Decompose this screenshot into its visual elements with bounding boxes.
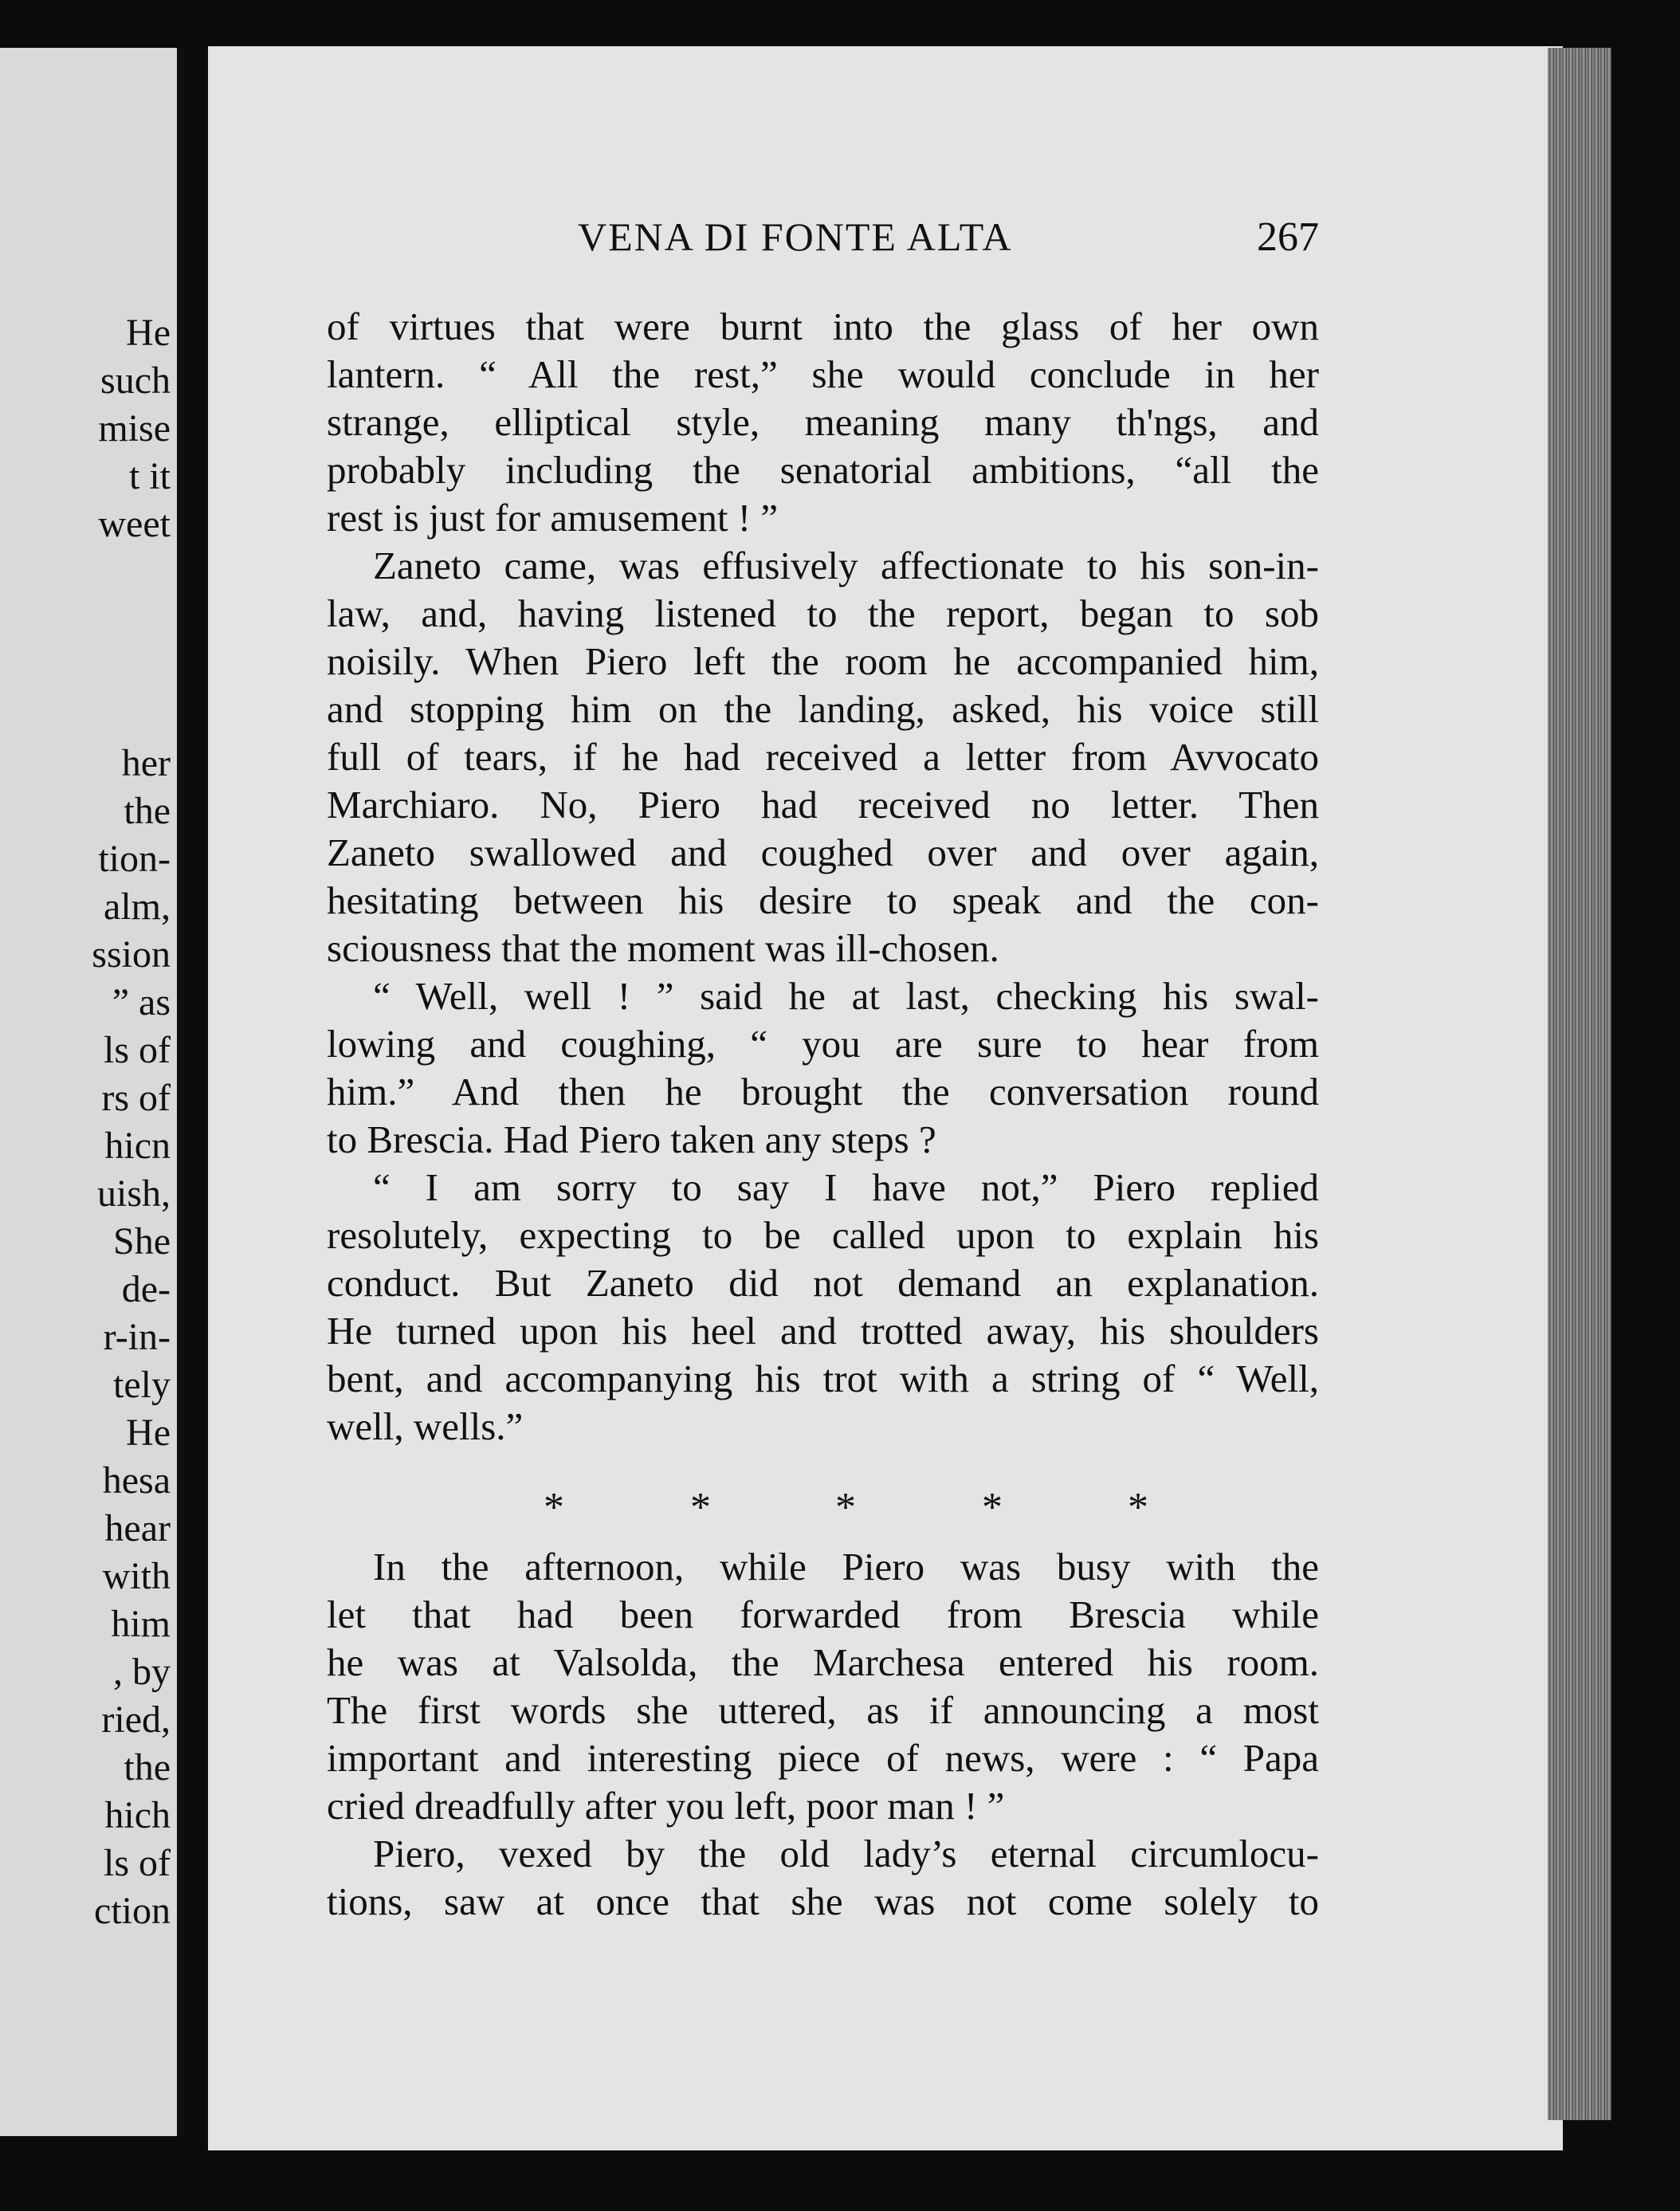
facing-page-line: her: [121, 742, 171, 784]
text-line: probably including the senatorial ambitions, “all the: [327, 448, 1319, 492]
separator-asterisk: *: [1128, 1485, 1148, 1530]
text-line: conduct. But Zaneto did not demand an explanation.: [327, 1261, 1319, 1305]
text-line: of virtues that were burnt into the glass of her own: [327, 304, 1319, 348]
facing-page-line: ls of: [104, 1029, 171, 1071]
text-line: cried dreadfully after you left, poor man ! ”: [327, 1784, 1005, 1828]
page-header: [323, 214, 1319, 261]
text-line: tions, saw at once that she was not come solely to: [327, 1879, 1319, 1923]
text-line: full of tears, if he had received a letter from Avvocato: [327, 735, 1319, 779]
facing-page-line: She: [113, 1220, 171, 1263]
separator-asterisk: *: [544, 1485, 564, 1530]
facing-page-fragment: [0, 48, 185, 2136]
facing-page-line: hesa: [102, 1459, 171, 1502]
text-line: him.” And then he brought the conversation round: [327, 1070, 1319, 1113]
page-number: 267: [1257, 214, 1319, 260]
facing-page-line: rs of: [101, 1077, 171, 1119]
facing-page-line: r-in-: [103, 1316, 171, 1358]
facing-page-line: ction: [94, 1890, 171, 1932]
text-line: let that had been forwarded from Brescia while: [327, 1592, 1319, 1636]
text-line: bent, and accompanying his trot with a string of “ Well,: [327, 1357, 1319, 1400]
facing-page-line: the: [124, 790, 171, 832]
facing-page-line: He: [126, 1412, 171, 1454]
facing-page-line: de-: [121, 1268, 171, 1310]
facing-page-line: He: [126, 312, 171, 354]
text-line: and stopping him on the landing, asked, his voice still: [327, 687, 1319, 731]
facing-page-line: mise: [98, 407, 171, 450]
page-edges: [1548, 48, 1611, 2120]
text-line: Zaneto swallowed and coughed over and over again,: [327, 831, 1319, 874]
text-line: sciousness that the moment was ill-chosen.: [327, 926, 999, 970]
facing-page-line: ried,: [101, 1699, 171, 1741]
text-line: strange, elliptical style, meaning many th'ngs, and: [327, 400, 1319, 444]
facing-page-line: such: [100, 359, 171, 402]
facing-page-line: ls of: [104, 1842, 171, 1884]
text-line: noisily. When Piero left the room he accompanied him,: [327, 639, 1319, 683]
text-line: lowing and coughing, “ you are sure to hear from: [327, 1022, 1319, 1066]
text-line: Piero, vexed by the old lady’s eternal circumlocu-: [373, 1832, 1319, 1875]
facing-page-line: with: [102, 1555, 171, 1597]
text-line: hesitating between his desire to speak and the con-: [327, 878, 1319, 922]
facing-page-line: t it: [128, 455, 171, 497]
facing-page-line: , by: [113, 1651, 171, 1693]
text-line: “ Well, well ! ” said he at last, checking his swal-: [373, 974, 1319, 1018]
facing-page-line: hich: [104, 1794, 171, 1836]
text-line: to Brescia. Had Piero taken any steps ?: [327, 1117, 936, 1161]
facing-page-line: hicn: [104, 1125, 171, 1167]
text-line: Zaneto came, was effusively affectionate to his son-in-: [373, 544, 1319, 587]
text-line: “ I am sorry to say I have not,” Piero replied: [373, 1165, 1319, 1209]
facing-page-line: weet: [98, 503, 171, 545]
facing-page-line: ” as: [112, 981, 171, 1023]
text-line: well, wells.”: [327, 1404, 524, 1448]
facing-page-line: tely: [113, 1364, 171, 1406]
facing-page-line: hear: [104, 1507, 171, 1549]
separator-asterisk: *: [690, 1485, 711, 1530]
facing-page-line: him: [111, 1603, 171, 1645]
text-line: resolutely, expecting to be called upon to explain his: [327, 1213, 1319, 1257]
book-gutter: [177, 48, 185, 2136]
text-line: rest is just for amusement ! ”: [327, 496, 779, 540]
facing-page-line: tion-: [98, 838, 171, 880]
text-line: lantern. “ All the rest,” she would conclude in her: [327, 352, 1319, 396]
separator-asterisk: *: [982, 1485, 1003, 1530]
text-line: In the afternoon, while Piero was busy with the: [373, 1545, 1319, 1589]
facing-page-line: the: [124, 1746, 171, 1789]
text-line: important and interesting piece of news, were : “ Papa: [327, 1736, 1319, 1780]
facing-page-line: alm,: [104, 886, 171, 928]
text-line: Marchiaro. No, Piero had received no letter. Then: [327, 783, 1319, 827]
text-line: he was at Valsolda, the Marchesa entered his room.: [327, 1640, 1319, 1684]
facing-page-line: uish,: [96, 1172, 171, 1215]
running-head: VENA DI FONTE ALTA: [578, 214, 1013, 259]
facing-page-line: ssion: [92, 933, 171, 976]
separator-asterisk: *: [835, 1485, 856, 1530]
text-line: The first words she uttered, as if announcing a most: [327, 1688, 1319, 1732]
text-line: law, and, having listened to the report, began to sob: [327, 591, 1319, 635]
text-line: He turned upon his heel and trotted away, his shoulders: [327, 1309, 1319, 1353]
